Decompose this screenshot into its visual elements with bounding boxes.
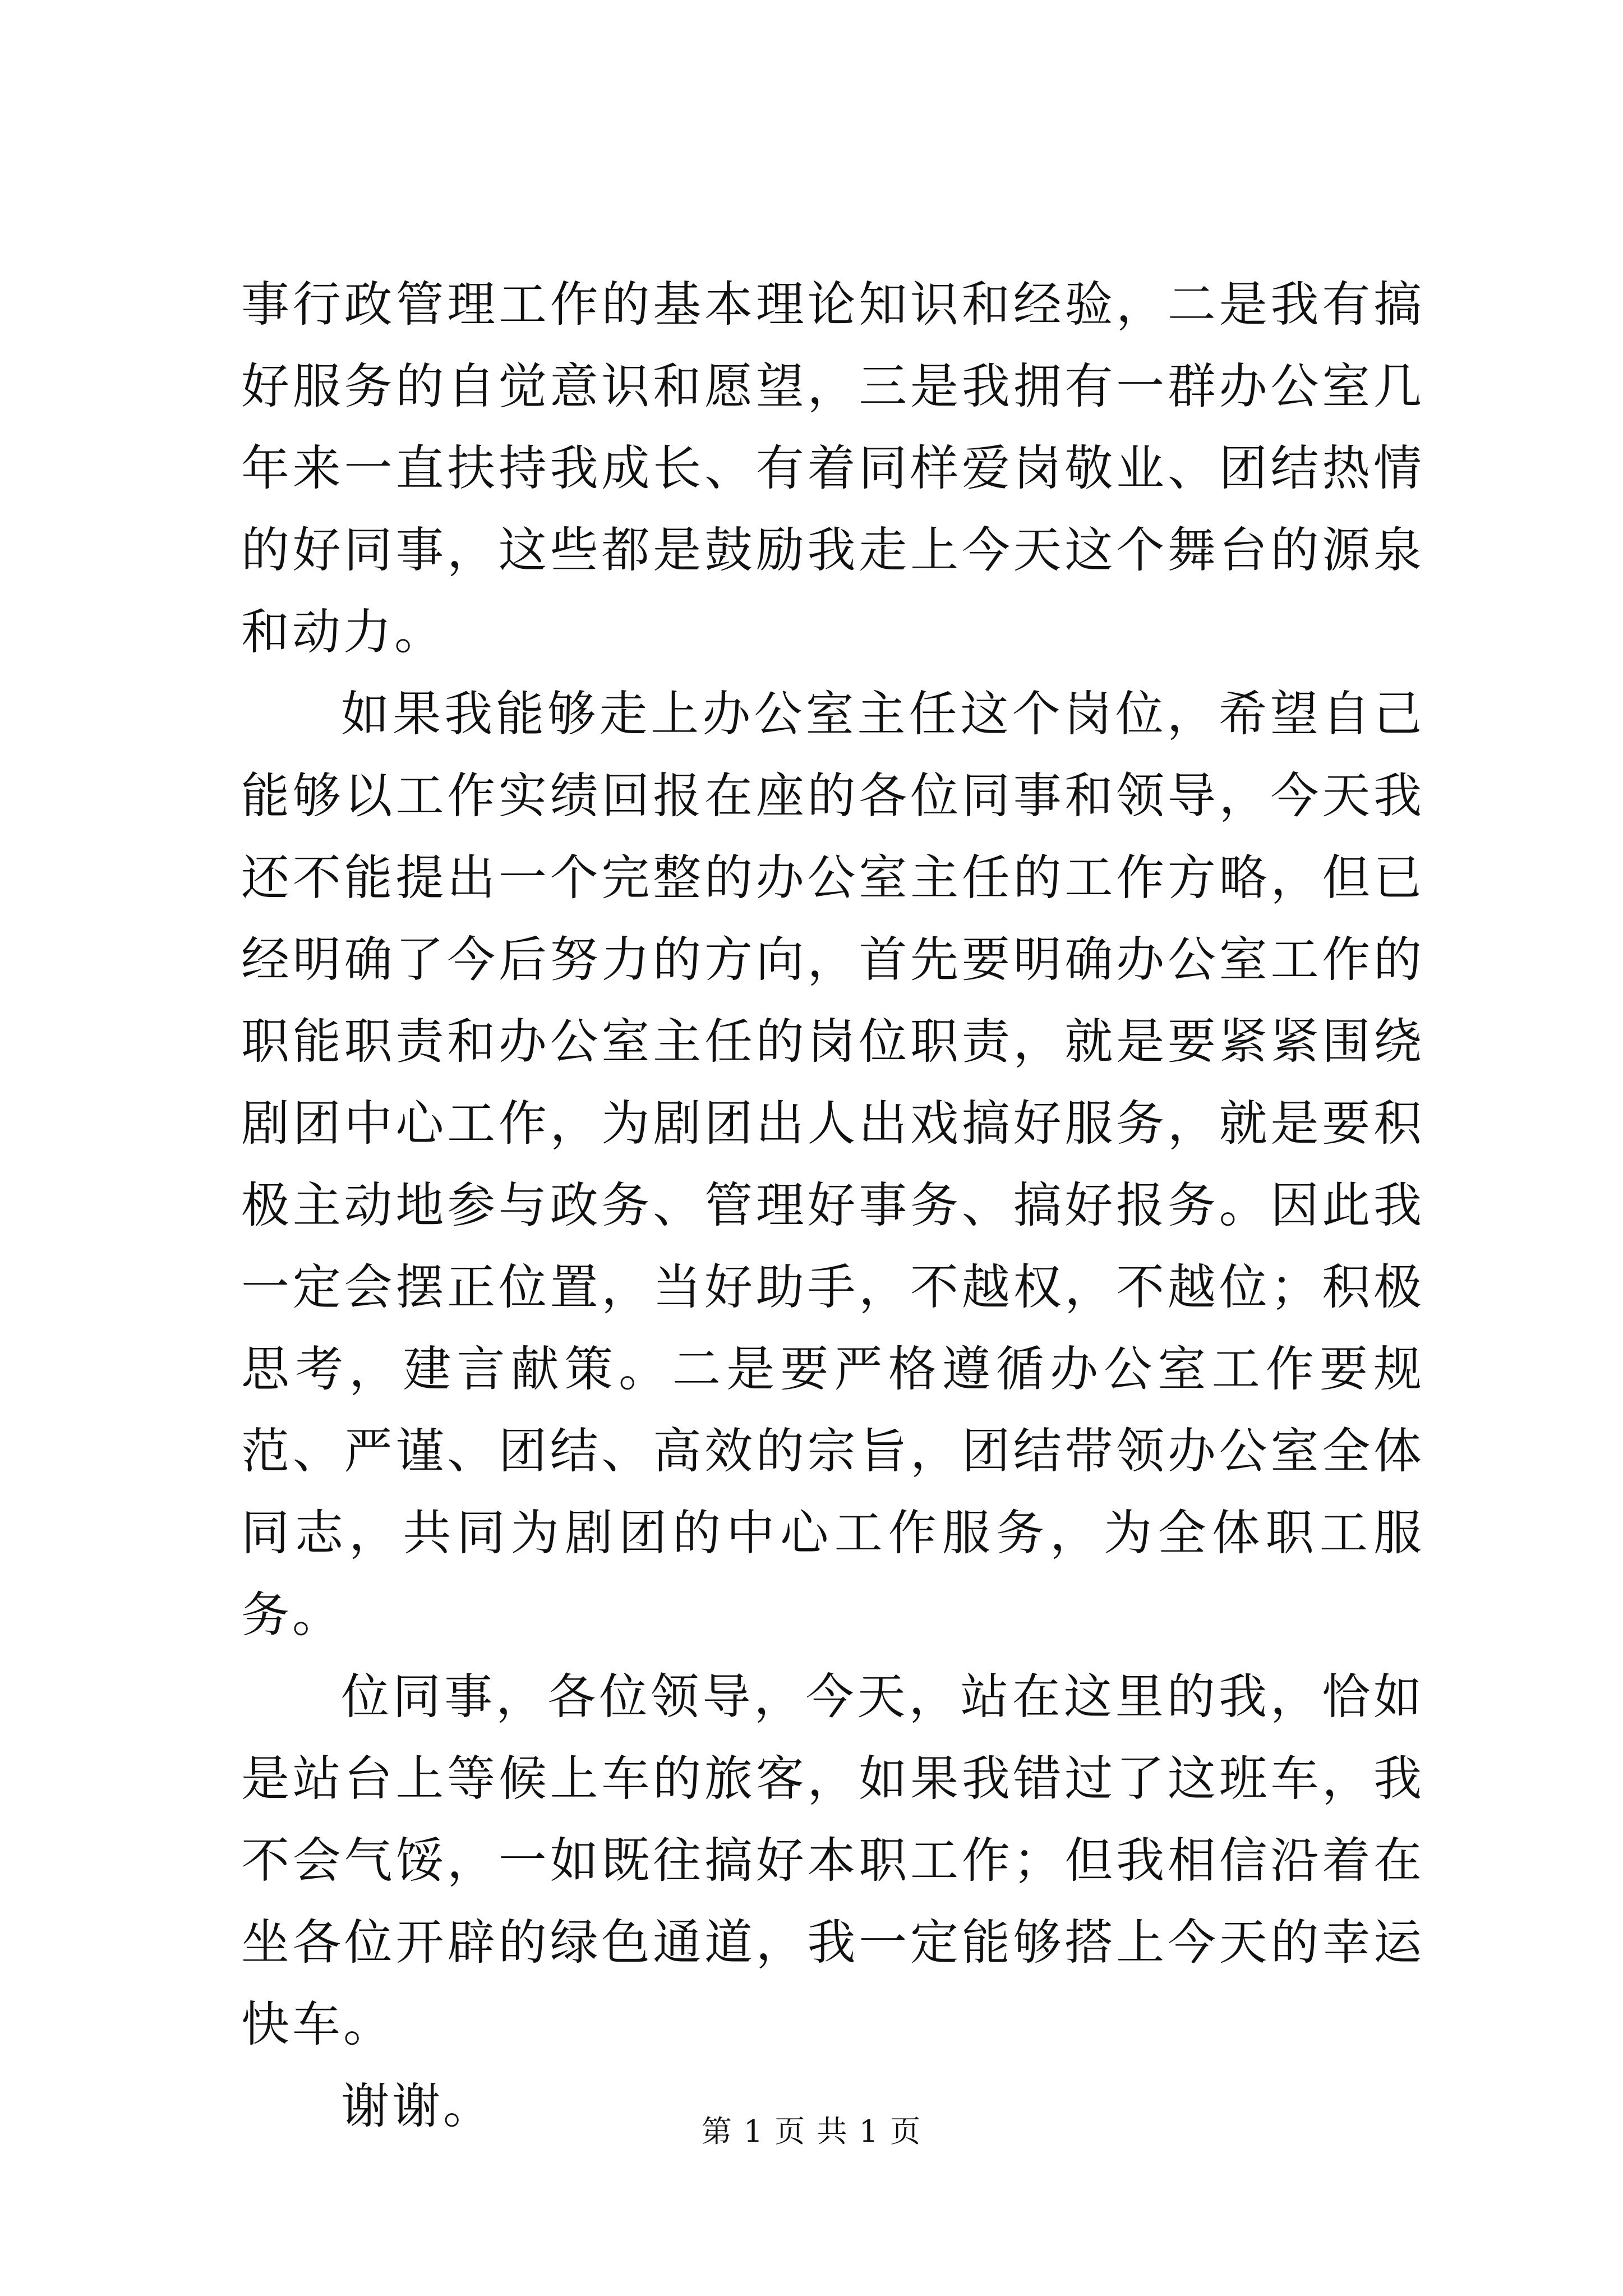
document-body xyxy=(241,264,1424,2147)
paragraph-1: 事行政管理工作的基本理论知识和经验，二是我有搞好服务的自觉意识和愿望，三是我拥有一群办公室几年来一直扶持我成长、有着同样爱岗敬业、团结热情的好同事，这些都是鼓励我走上今天这个舞台的源泉和动力。 xyxy=(241,277,1424,660)
paragraph-3: 位同事，各位领导，今天，站在这里的我，恰如是站台上等候上车的旅客，如果我错过了这班车，我不会气馁，一如既往搞好本职工作；但我相信沿着在坐各位开辟的绿色通道，我一定能够搭上今天的幸运快车。 xyxy=(241,1669,1424,2053)
paragraph-4: 谢谢。 xyxy=(341,2078,494,2134)
paragraph-2: 如果我能够走上办公室主任这个岗位，希望自己能够以工作实绩回报在座的各位同事和领导，今天我还不能提出一个完整的办公室主任的工作方略，但已经明确了今后努力的方向，首先要明确办公室工作的职能职责和办公室主任的岗位职责，就是要紧紧围绕剧团中心工作，为剧团出人出戏搞好服务，就是要积极主动地参与政务、管理好事务、搞好报务。因此我一定会摆正位置，当好助手，不越权，不越位；积极思考，建言献策。二是要严格遵循办公室工作要规范、严谨、团结、高效的宗旨，团结带领办公室全体同志，共同为剧团的中心工作服务，为全体职工服务。 xyxy=(241,686,1424,1643)
page-number-label: 第 1 页 共 1 页 xyxy=(701,2114,922,2149)
page-footer xyxy=(0,2112,1623,2151)
